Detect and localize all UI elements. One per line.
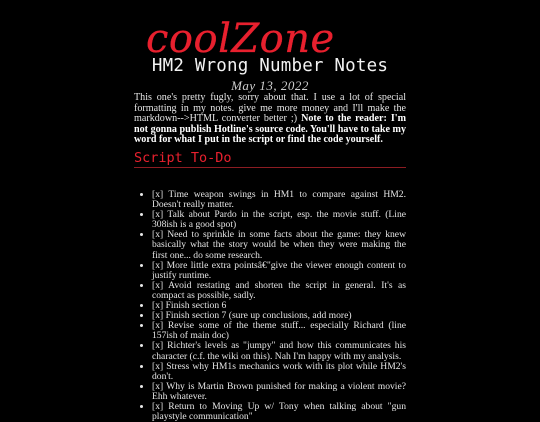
site-logo-graphic — [144, 10, 335, 62]
todo-item: • [x] Why is Martin Brown punished for making a violent movie? Ehh whatever. — [152, 382, 406, 402]
site-logo[interactable] — [144, 10, 335, 62]
todo-item: • [x] Talk about Pardo in the script, esp. the movie stuff. (Line 308ish is a good spot) — [152, 210, 406, 230]
reader-note: Note to the reader: I'm not gonna publish Hotline's source code. You'll have to take my word for what I put in the script or find the code yourself. — [134, 113, 406, 146]
todo-item: • [x] Return to Moving Up w/ Tony when talking about "gun playstyle communication" — [152, 402, 406, 422]
page-title: HM2 Wrong Number Notes — [151, 56, 389, 76]
intro-paragraph — [134, 93, 406, 146]
intro-text: This one's pretty fugly, sorry about that. I use a lot of special formatting in my notes. give me more money and I'll make the markdown-->HTML converter better ;) — [134, 92, 406, 125]
todo-item: • [x] Richter's levels as "jumpy" and how this communicates his character (c.f. the wiki on this). Nah I'm happy with my analysis. — [152, 341, 406, 361]
todo-item: • [x] Revise some of the theme stuff... especially Richard (line 157ish of main doc) — [152, 321, 406, 341]
todo-item: • [x] Time weapon swings in HM1 to compare against HM2. Doesn't really matter. — [152, 190, 406, 210]
section-heading-script-todo: Script To-Do — [134, 150, 406, 168]
todo-list — [134, 190, 406, 422]
todo-item: • [x] Stress why HM1s mechanics work with its plot while HM2's don't. — [152, 362, 406, 382]
post-date: May 13, 2022 — [231, 78, 309, 93]
site-logo-text: coolZone — [146, 16, 335, 62]
todo-item: • [x] Finish section 7 (sure up conclusions, add more) — [152, 311, 406, 321]
todo-item: • [x] More little extra pointsâ€"give the viewer enough content to justify runtime. — [152, 261, 406, 281]
todo-item: • [x] Need to sprinkle in some facts about the game: they knew basically what the story would be when they were making the first one... do some research. — [152, 230, 406, 260]
todo-item: • [x] Avoid restating and shorten the script in general. It's as compact as possible, sadly. — [152, 281, 406, 301]
todo-item: • [x] Finish section 6 — [152, 301, 406, 311]
